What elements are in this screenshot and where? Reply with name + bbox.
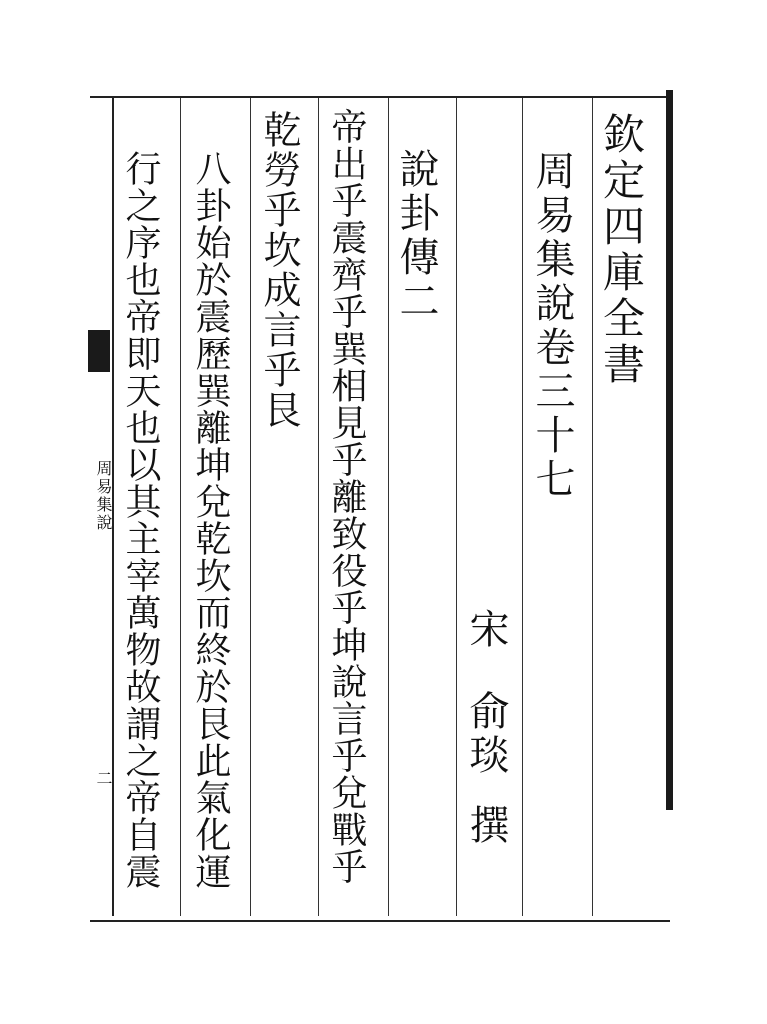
column-rule	[318, 98, 319, 916]
column-rule	[250, 98, 251, 916]
collection-title: 欽定四庫全書	[597, 112, 646, 388]
author-role: 撰	[463, 804, 509, 848]
page-frame	[90, 96, 670, 922]
author-name: 俞琰	[463, 690, 509, 778]
book-title-volume: 周易集說卷三十七	[529, 150, 575, 502]
margin-band	[88, 330, 110, 372]
column-rule	[592, 98, 593, 916]
body-column: 乾勞乎坎成言乎艮	[257, 110, 301, 430]
column-rule	[456, 98, 457, 916]
body-column: 八卦始於震歷巽離坤兌乾坎而終於艮此氣化運	[190, 150, 231, 890]
column-rule	[180, 98, 181, 916]
chapter-title: 說卦傳二	[393, 148, 439, 324]
column-rule	[522, 98, 523, 916]
body-column: 行之序也帝即天也以其主宰萬物故謂之帝自震	[120, 150, 161, 890]
column-rule	[388, 98, 389, 916]
body-column: 帝出乎震齊乎巽相見乎離致役乎坤說言乎兌戰乎	[326, 108, 367, 885]
author-dynasty: 宋	[463, 608, 509, 652]
margin-book-label: 周易集說	[94, 460, 113, 532]
outer-right-border	[666, 90, 673, 810]
margin-page-marker: 二	[94, 770, 113, 788]
